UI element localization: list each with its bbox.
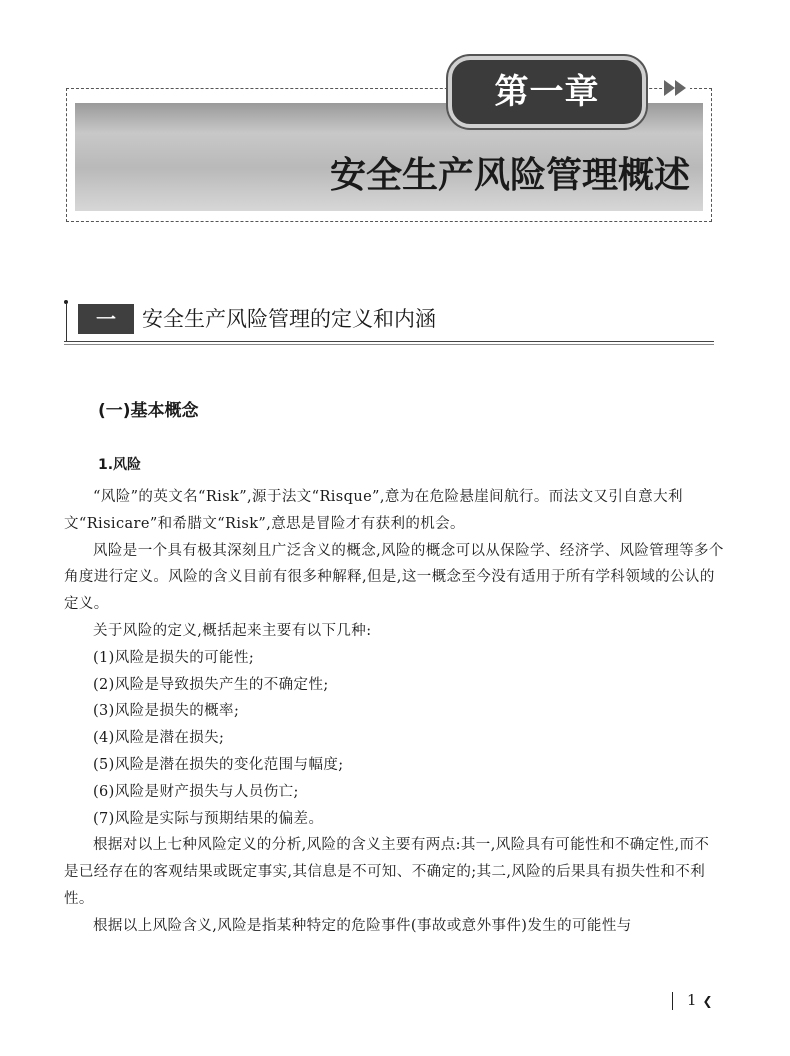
left-chevron-icon: ❮ <box>702 994 713 1008</box>
double-arrow-icon <box>662 78 690 98</box>
paragraph: “风险”的英文名“Risk”,源于法文“Risque”,意为在危险悬崖间航行。而法文又引自意大利文“Risicare”和希腊文“Risk”,意思是冒险才有获利的机会。 <box>64 489 683 532</box>
page-number: 1 <box>687 991 697 1009</box>
paragraph: 根据以上风险含义,风险是指某种特定的危险事件(事故或意外事件)发生的可能性与 <box>93 917 632 934</box>
body-text <box>64 484 724 940</box>
list-item: (2)风险是导致损失产生的不确定性; <box>93 676 329 693</box>
list-item: (7)风险是实际与预期结果的偏差。 <box>93 810 324 827</box>
list-item: (5)风险是潜在损失的变化范围与幅度; <box>93 756 344 773</box>
section-rule <box>64 341 714 342</box>
page-footer <box>672 988 713 1012</box>
item-heading: 1.风险 <box>98 457 142 473</box>
section-number: 一 <box>78 304 134 334</box>
section-heading <box>64 300 714 342</box>
paragraph: 关于风险的定义,概括起来主要有以下几种: <box>93 622 372 639</box>
chapter-title: 安全生产风险管理概述 <box>329 154 690 196</box>
list-item: (1)风险是损失的可能性; <box>93 649 255 666</box>
section-rule-secondary <box>64 344 714 345</box>
subsection-title: (一)基本概念 <box>98 401 199 421</box>
list-item: (4)风险是潜在损失; <box>93 730 225 747</box>
paragraph: 风险是一个具有极其深刻且广泛含义的概念,风险的概念可以从保险学、经济学、风险管理等多个角度进行定义。风险的含义目前有很多种解释,但是,这一概念至今没有适用于所有学科领域的公认的定义。 <box>64 542 724 613</box>
list-item: (6)风险是财产损失与人员伤亡; <box>93 783 299 800</box>
list-item: (3)风险是损失的概率; <box>93 703 240 720</box>
section-title: 安全生产风险管理的定义和内涵 <box>142 307 436 331</box>
folio-divider <box>672 992 673 1010</box>
chapter-label: 第一章 <box>448 56 646 128</box>
section-marker-line <box>66 304 67 342</box>
paragraph: 根据对以上七种风险定义的分析,风险的含义主要有两点:其一,风险具有可能性和不确定性,而不是已经存在的客观结果或既定事实,其信息是不可知、不确定的;其二,风险的后果具有损失性和不利性。 <box>64 837 710 907</box>
